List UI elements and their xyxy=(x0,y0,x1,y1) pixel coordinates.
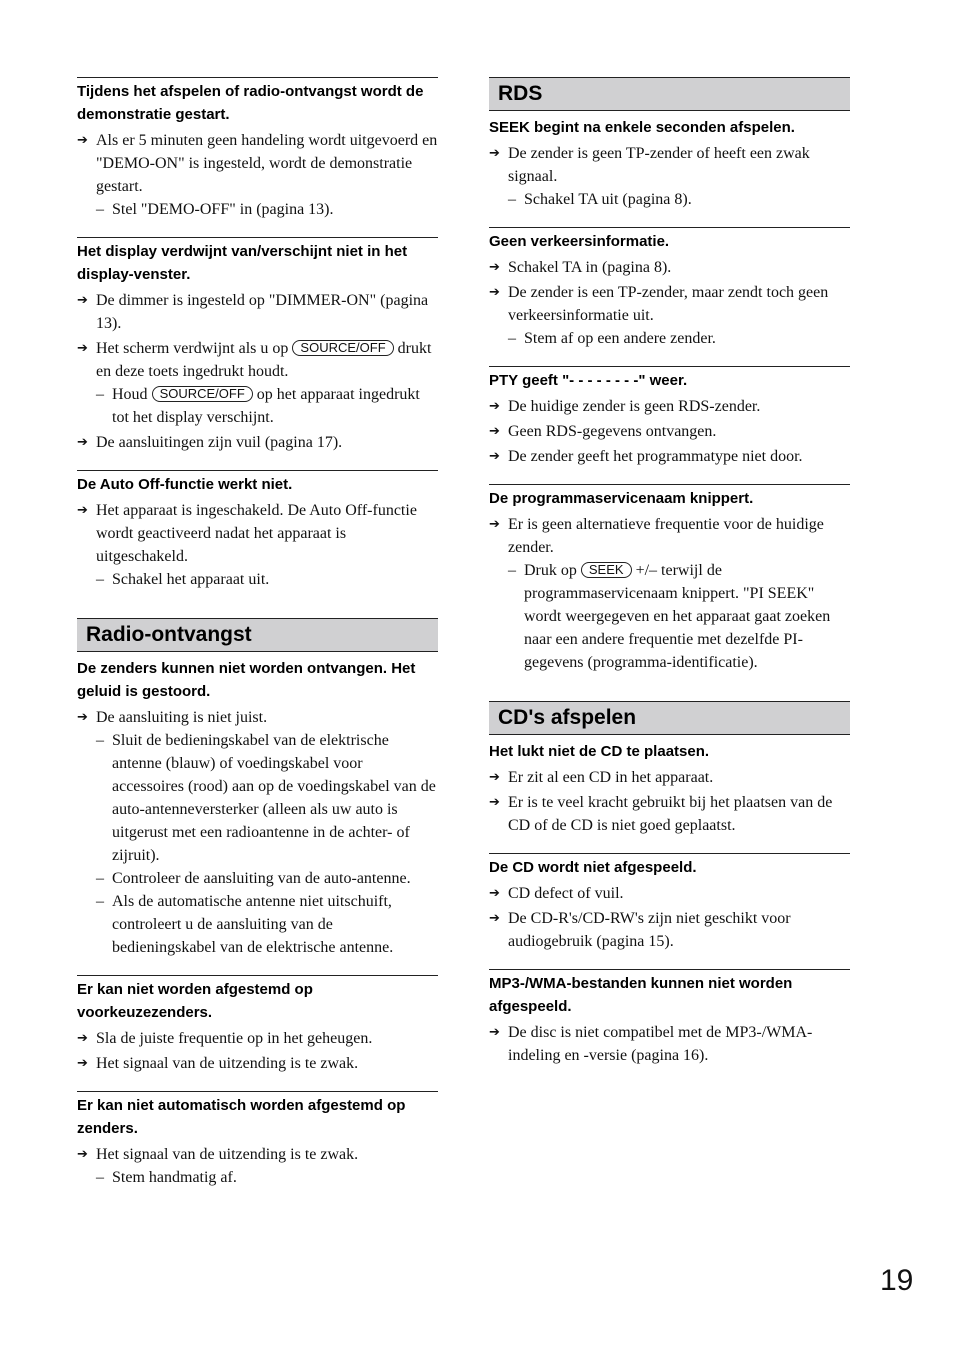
list-item: ➔ CD defect of vuil. xyxy=(489,882,850,905)
arrow-icon: ➔ xyxy=(489,424,500,439)
arrow-icon: ➔ xyxy=(77,1147,88,1162)
sub-item: – Druk op SEEK +/– terwijl de programmaservicenaam knippert. "PI SEEK" wordt weergegeven en het apparaat gaat zoeken naar een andere frequentie met dezelfde PI-gegevens (programma-identificatie). xyxy=(489,559,850,674)
arrow-icon: ➔ xyxy=(489,886,500,901)
divider xyxy=(77,470,438,471)
dash-bullet: – xyxy=(96,386,104,403)
divider xyxy=(489,853,850,854)
list-item: ➔ Het scherm verdwijnt als u op SOURCE/OFF drukt en deze toets ingedrukt houdt. xyxy=(77,337,438,383)
right-column xyxy=(489,77,850,1067)
list-item: ➔ De huidige zender is geen RDS-zender. xyxy=(489,395,850,418)
arrow-icon: ➔ xyxy=(77,1031,88,1046)
dash-bullet: – xyxy=(508,191,516,208)
list-item: ➔ De zender is een TP-zender, maar zendt toch geen verkeersinformatie uit. xyxy=(489,281,850,327)
list-item: ➔ Sla de juiste frequentie op in het geheugen. xyxy=(77,1027,438,1050)
arrow-icon: ➔ xyxy=(77,503,88,518)
dash-bullet: – xyxy=(508,330,516,347)
list-item: ➔ Er is te veel kracht gebruikt bij het plaatsen van de CD of de CD is niet goed geplaatst. xyxy=(489,791,850,837)
dash-bullet: – xyxy=(96,870,104,887)
insert-title: Het lukt niet de CD te plaatsen. xyxy=(489,743,710,760)
list-item: ➔ De dimmer is ingesteld op "DIMMER-ON" (pagina 13). xyxy=(77,289,438,335)
auto-title: Er kan niet automatisch worden afgestemd op zenders. xyxy=(77,1097,406,1137)
source-off-key: SOURCE/OFF xyxy=(292,340,393,356)
divider xyxy=(489,484,850,485)
arrow-icon: ➔ xyxy=(77,293,88,308)
sub-item: – Stem handmatig af. xyxy=(77,1166,438,1189)
dash-bullet: – xyxy=(96,571,104,588)
section-header-rds: RDS xyxy=(489,77,850,111)
sub-item: – Als de automatische antenne niet uitschuift, controleert u de aansluiting van de bedieningskabel van de elektrische antenne. xyxy=(77,890,438,959)
play-title: De CD wordt niet afgespeeld. xyxy=(489,859,697,876)
sub-item: – Stel "DEMO-OFF" in (pagina 13). xyxy=(77,198,438,221)
list-item: ➔ De aansluitingen zijn vuil (pagina 17). xyxy=(77,431,438,454)
divider xyxy=(77,1091,438,1092)
divider xyxy=(77,975,438,976)
list-item: ➔ Het apparaat is ingeschakeld. De Auto Off-functie wordt geactiveerd nadat het apparaat is uitgeschakeld. xyxy=(77,499,438,568)
list-item: ➔ De disc is niet compatibel met de MP3-/WMA-indeling en -versie (pagina 16). xyxy=(489,1021,850,1067)
seek-title: SEEK begint na enkele seconden afspelen. xyxy=(489,119,795,136)
sub-item: – Schakel TA uit (pagina 8). xyxy=(489,188,850,211)
preset-title: Er kan niet worden afgestemd op voorkeuzezenders. xyxy=(77,981,313,1021)
dash-bullet: – xyxy=(96,732,104,749)
arrow-icon: ➔ xyxy=(489,399,500,414)
sub-item: – Stem af op een andere zender. xyxy=(489,327,850,350)
divider xyxy=(489,366,850,367)
list-item: ➔ Er zit al een CD in het apparaat. xyxy=(489,766,850,789)
divider xyxy=(77,237,438,238)
arrow-icon: ➔ xyxy=(489,285,500,300)
autooff-title: De Auto Off-functie werkt niet. xyxy=(77,476,293,493)
sub-item: – Schakel het apparaat uit. xyxy=(77,568,438,591)
list-item: ➔ De CD-R's/CD-RW's zijn niet geschikt voor audiogebruik (pagina 15). xyxy=(489,907,850,953)
list-item: ➔ De zender is geen TP-zender of heeft een zwak signaal. xyxy=(489,142,850,188)
arrow-icon: ➔ xyxy=(489,517,500,532)
dash-bullet: – xyxy=(508,562,516,579)
sub-item: – Controleer de aansluiting van de auto-antenne. xyxy=(77,867,438,890)
list-item: ➔ De zender geeft het programmatype niet door. xyxy=(489,445,850,468)
arrow-icon: ➔ xyxy=(489,911,500,926)
list-item: ➔ Er is geen alternatieve frequentie voor de huidige zender. xyxy=(489,513,850,559)
page-number: 19 xyxy=(880,1264,914,1297)
arrow-icon: ➔ xyxy=(77,710,88,725)
list-item: ➔ Als er 5 minuten geen handeling wordt uitgevoerd en "DEMO-ON" is ingesteld, wordt de demonstratie gestart. xyxy=(77,129,438,198)
list-item: ➔ Schakel TA in (pagina 8). xyxy=(489,256,850,279)
arrow-icon: ➔ xyxy=(489,146,500,161)
sub-item: – Houd SOURCE/OFF op het apparaat ingedrukt tot het display verschijnt. xyxy=(77,383,438,429)
arrow-icon: ➔ xyxy=(77,435,88,450)
seek-key: SEEK xyxy=(581,562,632,578)
recv-title: De zenders kunnen niet worden ontvangen. Het geluid is gestoord. xyxy=(77,660,416,700)
list-item: ➔ Het signaal van de uitzending is te zwak. xyxy=(77,1052,438,1075)
list-item: ➔ Het signaal van de uitzending is te zwak. xyxy=(77,1143,438,1166)
source-off-key: SOURCE/OFF xyxy=(152,386,253,402)
section-header-radio: Radio-ontvangst xyxy=(77,618,438,652)
traffic-title: Geen verkeersinformatie. xyxy=(489,233,670,250)
left-column xyxy=(77,77,438,1189)
dash-bullet: – xyxy=(96,1169,104,1186)
ps-title: De programmaservicenaam knippert. xyxy=(489,490,754,507)
dash-bullet: – xyxy=(96,893,104,910)
demo-title: Tijdens het afspelen of radio-ontvangst wordt de demonstratie gestart. xyxy=(77,83,424,123)
list-item: ➔ Geen RDS-gegevens ontvangen. xyxy=(489,420,850,443)
arrow-icon: ➔ xyxy=(489,260,500,275)
list-item: ➔ De aansluiting is niet juist. xyxy=(77,706,438,729)
arrow-icon: ➔ xyxy=(489,795,500,810)
arrow-icon: ➔ xyxy=(489,1025,500,1040)
arrow-icon: ➔ xyxy=(489,449,500,464)
divider xyxy=(489,227,850,228)
mp3-title: MP3-/WMA-bestanden kunnen niet worden afgespeeld. xyxy=(489,975,793,1015)
display-title: Het display verdwijnt van/verschijnt niet in het display-venster. xyxy=(77,243,408,283)
section-header-cd: CD's afspelen xyxy=(489,701,850,735)
arrow-icon: ➔ xyxy=(77,1056,88,1071)
arrow-icon: ➔ xyxy=(77,133,88,148)
dash-bullet: – xyxy=(96,201,104,218)
divider xyxy=(77,77,438,78)
sub-item: – Sluit de bedieningskabel van de elektrische antenne (blauw) of voedingskabel voor accessoires (rood) aan op de voedingskabel van de auto-antenneversterker (alleen als uw auto is uitgerust met een radioantenne in de achter- of zijruit). xyxy=(77,729,438,867)
divider xyxy=(489,969,850,970)
arrow-icon: ➔ xyxy=(77,341,88,356)
arrow-icon: ➔ xyxy=(489,770,500,785)
pty-title: PTY geeft "- - - - - - - -" weer. xyxy=(489,372,688,389)
